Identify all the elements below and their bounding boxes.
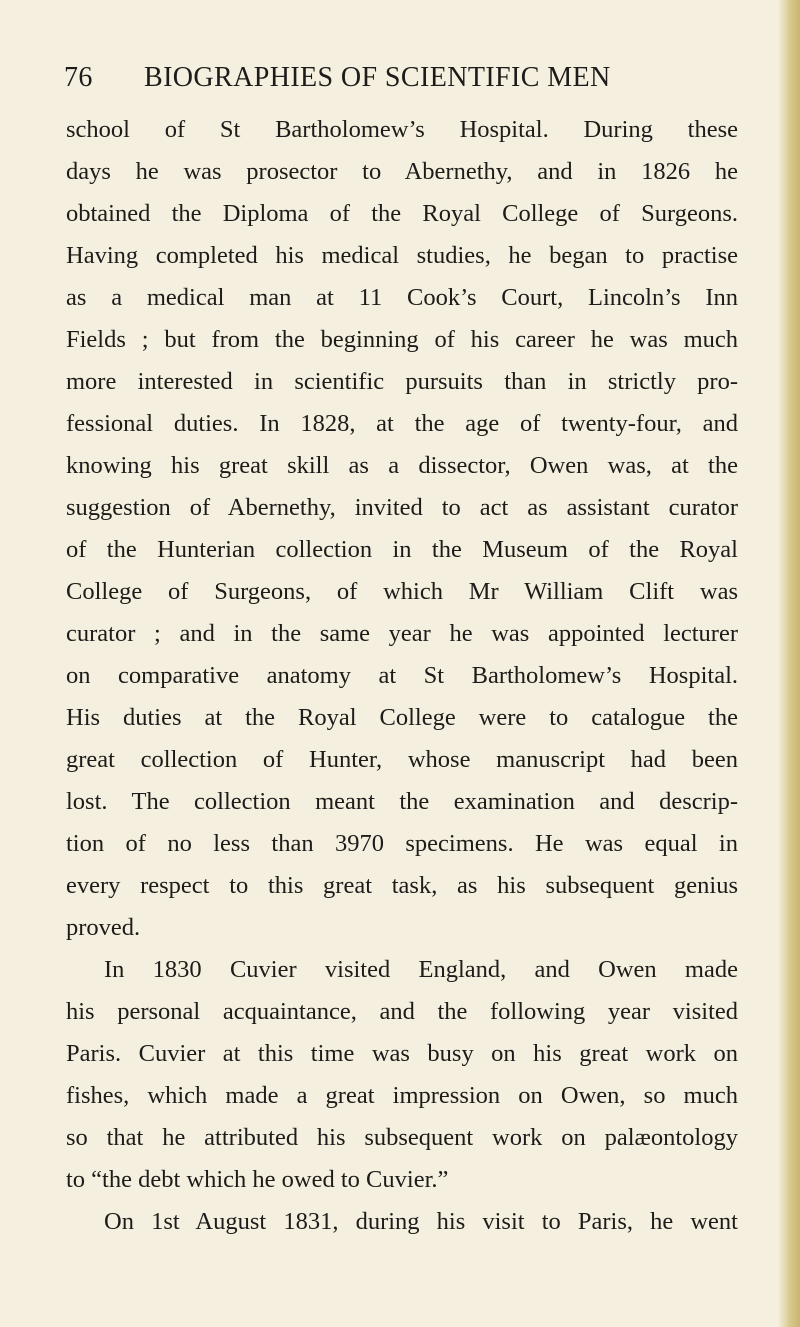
page-header [64,62,674,102]
text-line: to “the debt which he owed to Cuvier.” [66,1166,449,1193]
text-line: school of St Bartholomew’s Hospital. During these [66,116,738,143]
text-line: knowing his great skill as a dissector, Owen was, at the [66,452,738,479]
text-line: Having completed his medical studies, he began to practise [66,242,738,269]
text-line: so that he attributed his subsequent work on palæontology [66,1124,738,1151]
text-line: days he was prosector to Abernethy, and in 1826 he [66,158,738,185]
page-number: 76 [64,62,93,93]
text-line: great collection of Hunter, whose manuscript had been [66,746,738,773]
text-line: Fields ; but from the beginning of his career he was much [66,326,738,353]
text-line: In 1830 Cuvier visited England, and Owen made [104,956,738,983]
text-line: suggestion of Abernethy, invited to act as assistant curator [66,494,738,521]
page-edge-shadow [778,0,800,1327]
text-line: His duties at the Royal College were to catalogue the [66,704,738,731]
text-line: tion of no less than 3970 specimens. He was equal in [66,830,738,857]
text-line: his personal acquaintance, and the following year visited [66,998,738,1025]
text-line: every respect to this great task, as his subsequent genius [66,872,738,899]
text-line: of the Hunterian collection in the Museum of the Royal [66,536,738,563]
text-line: Paris. Cuvier at this time was busy on his great work on [66,1040,738,1067]
text-line: obtained the Diploma of the Royal College of Surgeons. [66,200,738,227]
text-line: fishes, which made a great impression on Owen, so much [66,1082,738,1109]
running-head: BIOGRAPHIES OF SCIENTIFIC MEN [144,62,611,93]
text-line: curator ; and in the same year he was appointed lecturer [66,620,738,647]
text-line: more interested in scientific pursuits than in strictly pro- [66,368,738,395]
text-line: as a medical man at 11 Cook’s Court, Lincoln’s Inn [66,284,738,311]
text-line: proved. [66,914,141,941]
text-line: fessional duties. In 1828, at the age of twenty-four, and [66,410,738,437]
text-line: on comparative anatomy at St Bartholomew’s Hospital. [66,662,738,689]
text-line: lost. The collection meant the examination and descrip- [66,788,738,815]
body-text [66,109,738,1243]
text-line: On 1st August 1831, during his visit to Paris, he went [104,1208,738,1235]
text-line: College of Surgeons, of which Mr William Clift was [66,578,738,605]
